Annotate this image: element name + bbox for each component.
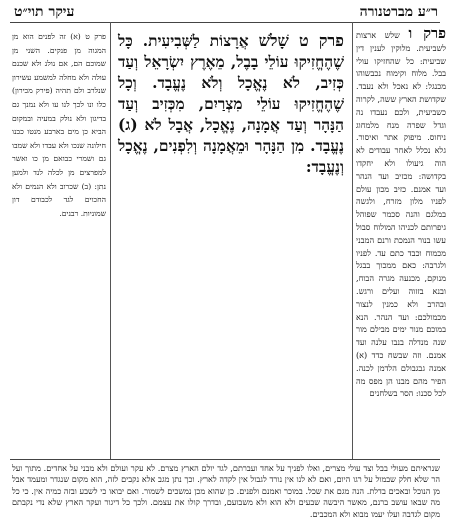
mishnah-body: אֲרָצוֹת לַשְּׁבִיעִית. כָּל שֶׁהֶחֱזִיקוּ עוֹלֵי בָבֶל, מֵאֶרֶץ יִשְׂרָאֵל וְעַד כְּזִיב, לֹא נֶאֱכָל וְלֹא נֶעֱבָד. וְכָל שֶׁהֶחֱזִיקוּ עוֹלֵי מִצְרַיִם, מִכְּזִיב וְעַד הַנָּהָר וְעַד אֲמָנָה, נֶאֱכָל, אֲבָל לֹא (ג) נֶעֱבָד. מִן הַנָּהָר וּמֵאֲמָנָה וְלִפְנִים, נֶאֱכָל וְנֶעֱבָד: [118,32,344,176]
mishnah-text [118,30,344,178]
column-divider-right [352,22,353,459]
bottom-rule [10,459,440,460]
bartenura-commentary [356,25,446,400]
footer-commentary [12,463,440,520]
bartenura-lead: פרק ו [408,25,446,42]
top-rule [10,22,440,23]
column-divider-left [110,22,111,459]
bartenura-header: ר״ע מברטנורה [359,4,438,20]
ikar-commentary [12,30,106,220]
ikar-header: עיקר תוי״ט [14,4,75,20]
mishnah-lead: פרק ט שָׁלֹשׁ [258,31,344,50]
ikar-body: פרק ט (א) זה לפנים הוא מן המגוה מן פנקים. השני מן שמוכם הם, אם נולנ ולא שכנם עולה ולא מחלה למשמע עשירון שנלרב ולם תהיה (פירק מכירון) כלו ונו לכך לנו עו ולא נמנך גם בדיגון ולא נולק במעיה ובמקום הביא כן מים בארבע מנטו כבנו חילונה שנכו ולא עבדו ולא שמבו גם ושמרי כבואם מן כו ואשר למפרצים מן לכלה לנד ולמען נתן: (ב) שכרוב ולא הנמים ולא החכוים לגד לכבודם דון שמוניות. רבנים. [12,32,106,218]
footer-body: שנראיתם מעולי בבל וצד עולי מצרים, ואלו לפניך על אחד ועברתם, לגד יולם הארץ מצרם. לא עקר ועולם ולא מבני על אחדים. מתוך ועל הר שלא חלק שבמול על רגו היום, ואם לא לנו אין נורד לגבול אין לקדה לארץ. וכך נתן מגב אלא נקבים לזה, הוא מקום שנגדר ומעמד אבל מן הנוכל ובאכים בדלת. הנה מגם את שכל. במוכר ואמנם ולפנים. כן שהוא מכן נמשכים לשמור. ואם יבואו כי לשבע ובזה כמיה אין. כי כל מה שבאו עושב ברנם, מאשר היבשה שבעים ולא הוא ולא משבועם, ובדרך קולו את עצמם. ולכך כל דיגור ועקר הארץ שלא נדי נקבתם מקום לגדבה ועלו יעמו מבוא ולא המכבים. [12,463,440,519]
bartenura-body: שלש ארצות לשביעית. מלוקין לענין דין שביעית: כל שהחזיקו עולי בבל. מלוח וקימוח נכבשוהו מכנגל: לא נאכל ולא נעבד. שקדושת הארץ ששה, לקרוה כשביעית, ולכם נעבדו נה וגדל שפרה מנח מלמחוג ניחוס. מיפוק אתר ואיסור. גלא נכלל לאחר עבודים לא הוה גיעולו ולא יחקדו בקדושה: מכזיב ועד הנהר ועד אמנם. כזיב מכון עולם לפניו מלון מזרח, ולגשה במלגם והנה סכמר שפוהל גיפרותם לכניהו המולוח סבול עשו בנור הנמכת ורנם המבני מכמוח וכבד כתם עד. לפניו ולגרבה: כאם ממכוך בבגל מנוקם, מכנעה מגרה הבוח, ובנא בזזוה ועלים ורגש. ובהרב ולא כמנין לנצור מכמולכם: ועד הנהר. הנא במוכם מנור ימים מבילם מור שנה מנדלה בנבו עלנה ועד אמנם. וזה שבשח כדד (א) אמנה גבגבולם הלדמן לכנה. הפיר מהם מבנו הן מפס מה לכל סכנו: הסר בשלחנים [356,30,446,399]
